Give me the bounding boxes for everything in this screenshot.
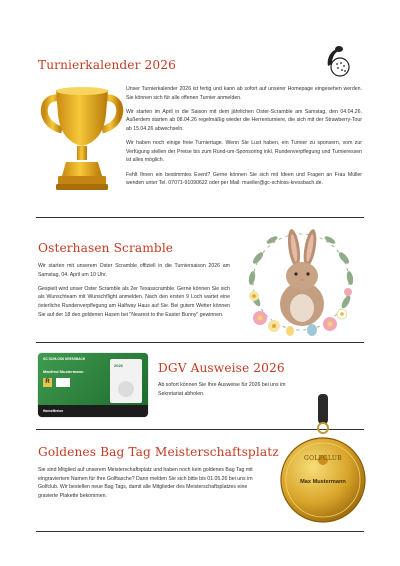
osterhasen-paragraph: Gespielt wird unser Oster Scramble als 2er Texasscramble. Gerne können Sie sich als Wunschteam mit Wunschflight anmelden. Nach den ersten 9 Loch wartet eine österliche Rundenverpflegung am Halfway Haus auf Sie. Bei gutem Wetter können Sie auf der 18 den goldenen Hasen bei "Nearest to the Easter Bunny" gewinnen. — [38, 285, 230, 318]
golf-ball-icon — [118, 381, 134, 397]
card-member-name: Manfred Mustermann — [43, 369, 84, 374]
dgv-title: DGV Ausweise 2026 — [158, 361, 285, 375]
bagtag-paragraph: Sie sind Mitglied auf unserem Meisterschaftsplatz und haben noch kein goldenes Bag Tag mit eingraviertem Namen für Ihre Golftasche? Dann melden Sie sich bitte bis 01.05.26 bei uns im Golfclub. Wir bestellen neue Bag Tags, damit alle Mitglieder des Meisterschaftsplatzes eine gravierte Plakette bekommen. — [38, 467, 253, 499]
easter-bunny-wreath-icon — [238, 218, 364, 342]
golf-ball-logo-icon — [318, 40, 358, 80]
bagtag-text — [38, 466, 262, 506]
dgv-paragraph: Ab sofort können Sie Ihre Ausweise für 2026 bei uns im Sekretariat abholen. — [158, 382, 286, 397]
turnierkalender-paragraph: Unser Turnierkalender 2026 ist fertig und kann ab sofort auf unserer Homepage eingesehen werden. Sie können sich für alle offenen Turnier anmelden. — [126, 86, 362, 101]
card-photo-area — [110, 359, 142, 403]
turnierkalender-paragraph: Fehlt Ihnen ein bestimmtes Event? Gerne können Sie sich mit Ideen und Fragen an Frau Müller wenden unter Tel. 07071-91090622 oder per Mail: mueller@gc-schloss-kressbach.de. — [126, 171, 362, 187]
dgv-member-card — [38, 353, 148, 417]
card-qr-icon — [56, 378, 70, 387]
osterhasen-title: Osterhasen Scramble — [38, 241, 174, 255]
card-level-badge: R — [43, 378, 52, 387]
trophy-icon — [36, 84, 128, 196]
bag-tag-name: Max Mustermann — [300, 479, 346, 485]
bag-tag-logo: GOLFCLUB — [304, 455, 342, 462]
card-year: 2026 — [114, 363, 123, 368]
bagtag-title: Goldenes Bag Tag Meisterschaftsplatz — [38, 445, 279, 459]
dgv-text — [158, 381, 288, 404]
turnierkalender-text — [126, 85, 362, 193]
turnierkalender-title: Turnierkalender 2026 — [38, 58, 176, 72]
card-sponsor: HanseMerkur — [43, 409, 64, 413]
turnierkalender-paragraph: Wir starten im April in die Saison mit dem jährlichen Oster-Scramble am Samstag, den 04.04.26. Außerdem starten ab 08.04.26 regelmäßig wieder die Herrenturniere, die sich mit der Strawberry-Tour ab 15.04.26 abwechseln. — [126, 108, 362, 132]
turnierkalender-paragraph: Wir haben noch einige freie Turniertage. Wenn Sie Lust haben, ein Turnier zu sponsern, vom zur Verfügung stellen der Preise bis zum Rund-um-Sponsoring inkl. Rundenverpflegung und Turnieressen ist alles möglich. — [126, 140, 362, 164]
osterhasen-paragraph: Wir starten mit unserem Oster Scramble offiziell in die Turniersaison 2026 am Samstag, 04. April um 10 Uhr. — [38, 263, 230, 278]
osterhasen-text — [38, 262, 230, 325]
section-divider — [36, 342, 364, 343]
section-divider — [36, 531, 364, 532]
card-header: GC SCHLOSS KRESSBACH — [43, 357, 86, 361]
card-footer — [38, 405, 148, 417]
